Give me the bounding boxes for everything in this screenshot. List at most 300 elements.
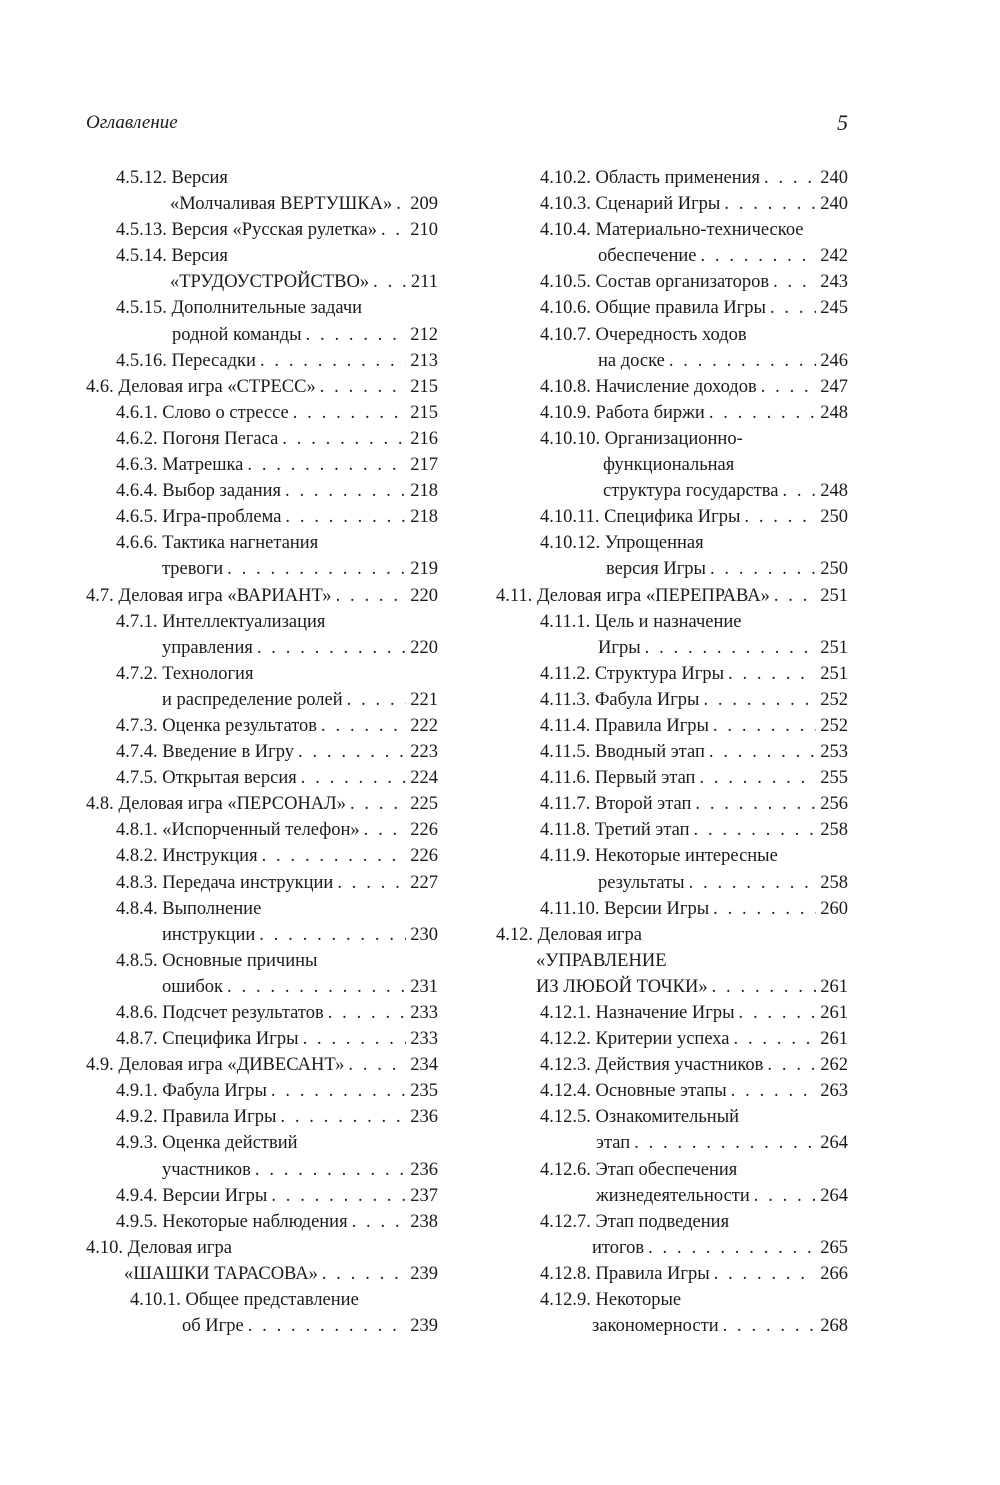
- toc-page-number: 261: [820, 1029, 848, 1050]
- toc-entry-title: участников: [162, 1159, 251, 1180]
- toc-entry-title: 4.9.1. Фабула Игры: [116, 1081, 267, 1102]
- toc-page-number: 238: [410, 1211, 438, 1232]
- toc-entry-title: 4.10.10. Организационно-: [540, 428, 743, 449]
- toc-entry-title: 4.10.12. Упрощенная: [540, 533, 704, 554]
- toc-entry-title: 4.10.11. Специфика Игры: [540, 507, 741, 528]
- toc-entry: [496, 400, 848, 426]
- toc-entry-title: об Игре: [182, 1316, 244, 1337]
- dot-leader: [271, 1078, 406, 1104]
- toc-page-number: 255: [820, 768, 848, 789]
- toc-page-number: 239: [410, 1263, 438, 1284]
- toc-entry-title: управления: [162, 637, 253, 658]
- toc-entry: [496, 791, 848, 817]
- toc-page-number: 256: [820, 794, 848, 815]
- toc-entry: [86, 765, 438, 791]
- toc-page-number: 268: [820, 1316, 848, 1337]
- toc-entry: [86, 348, 438, 374]
- toc-entry: [86, 217, 438, 243]
- dot-leader: [262, 843, 407, 869]
- dot-leader: [285, 504, 406, 530]
- toc-page-number: 217: [410, 455, 438, 476]
- toc-entry: [496, 687, 848, 713]
- toc-entry: [86, 791, 438, 817]
- toc-entry-title: на доске: [598, 350, 665, 371]
- dot-leader: [298, 739, 406, 765]
- toc-entry: [496, 1026, 848, 1052]
- toc-page-number: 231: [410, 976, 438, 997]
- toc-entry-part: [86, 896, 438, 922]
- toc-entry-title: 4.11.8. Третий этап: [540, 820, 690, 841]
- toc-entry-title: 4.7.1. Интеллектуализация: [116, 611, 326, 632]
- toc-entry-part: [86, 1130, 438, 1156]
- toc-entry-part: [496, 1209, 848, 1235]
- toc-page-number: 263: [820, 1081, 848, 1102]
- dot-leader: [352, 1209, 407, 1235]
- toc-entry: [86, 1078, 438, 1104]
- toc-entry-title: ИЗ ЛЮБОЙ ТОЧКИ»: [536, 976, 708, 997]
- toc-entry-title: и распределение ролей: [162, 689, 343, 710]
- toc-entry: [86, 1261, 438, 1287]
- toc-page-number: 213: [410, 350, 438, 371]
- dot-leader: [227, 556, 406, 582]
- toc-entry-title: структура государства: [603, 481, 779, 502]
- dot-leader: [767, 1052, 816, 1078]
- dot-leader: [257, 635, 406, 661]
- toc-entry-title: 4.12.9. Некоторые: [540, 1290, 682, 1311]
- toc-entry-title: 4.12.3. Действия участников: [540, 1055, 764, 1076]
- dot-leader: [724, 191, 816, 217]
- toc-entry-title: 4.11.5. Вводный этап: [540, 742, 705, 763]
- dot-leader: [271, 1183, 406, 1209]
- toc-page-number: 220: [410, 585, 438, 606]
- toc-page-number: 226: [410, 820, 438, 841]
- toc-entry-title: 4.9. Деловая игра «ДИВЕСАНТ»: [86, 1055, 345, 1076]
- toc-entry: [86, 687, 438, 713]
- toc-entry-title: обеспечение: [598, 246, 697, 267]
- dot-leader: [773, 269, 816, 295]
- toc-page-number: 251: [820, 585, 848, 606]
- dot-leader: [381, 217, 406, 243]
- toc-entry-title: 4.5.14. Версия: [116, 246, 228, 267]
- dot-leader: [248, 1313, 407, 1339]
- toc-entry-title: «ШАШКИ ТАРАСОВА»: [124, 1263, 318, 1284]
- toc-page-number: 236: [410, 1107, 438, 1128]
- toc-page-number: 251: [820, 637, 848, 658]
- toc-page-number: 215: [410, 402, 438, 423]
- dot-leader: [336, 583, 407, 609]
- dot-leader: [700, 243, 816, 269]
- toc-entry-title: 4.8.7. Специфика Игры: [116, 1029, 299, 1050]
- toc-entry-part: [496, 452, 848, 478]
- toc-page-number: 248: [820, 481, 848, 502]
- toc-entry: [86, 504, 438, 530]
- toc-entry-title: 4.6. Деловая игра «СТРЕСС»: [86, 376, 316, 397]
- toc-page-number: 225: [410, 794, 438, 815]
- toc-page-number: 243: [820, 272, 848, 293]
- toc-entry: [86, 1000, 438, 1026]
- toc-entry-title: итогов: [592, 1237, 645, 1258]
- dot-leader: [728, 661, 816, 687]
- toc-entry-title: закономерности: [592, 1316, 719, 1337]
- dot-leader: [713, 896, 816, 922]
- toc-entry-title: 4.5.12. Версия: [116, 168, 228, 188]
- toc-page-number: 264: [820, 1133, 848, 1154]
- dot-leader: [710, 556, 816, 582]
- toc-page-number: 218: [410, 507, 438, 528]
- toc-page-number: 209: [410, 194, 438, 215]
- dot-leader: [255, 1157, 406, 1183]
- toc-entry: [496, 817, 848, 843]
- toc-entry: [86, 1209, 438, 1235]
- toc-entry-title: 4.10.9. Работа биржи: [540, 402, 705, 423]
- dot-leader: [739, 1000, 817, 1026]
- toc-entry-title: 4.10. Деловая игра: [86, 1237, 232, 1258]
- dot-leader: [714, 1261, 817, 1287]
- toc-page-number: 252: [820, 715, 848, 736]
- toc-entry-title: 4.8. Деловая игра «ПЕРСОНАЛ»: [86, 794, 346, 815]
- toc-page-number: 234: [410, 1055, 438, 1076]
- dot-leader: [695, 791, 816, 817]
- toc-entry-title: 4.6.3. Матрешка: [116, 455, 244, 476]
- toc-page-number: 261: [820, 976, 848, 997]
- toc-page-number: 235: [410, 1081, 438, 1102]
- toc-entry-title: 4.8.4. Выполнение: [116, 898, 262, 919]
- toc-entry: [496, 974, 848, 1000]
- toc-page-number: 246: [820, 350, 848, 371]
- toc-page-number: 250: [820, 507, 848, 528]
- toc-entry-title: «УПРАВЛЕНИЕ: [536, 950, 667, 971]
- dot-leader: [731, 1078, 817, 1104]
- toc-entry-part: [86, 1287, 438, 1313]
- toc-entry: [86, 452, 438, 478]
- toc-entry: [86, 1157, 438, 1183]
- toc-entry-title: функциональная: [603, 455, 735, 476]
- toc-page-number: 248: [820, 402, 848, 423]
- toc-entry-part: [496, 1104, 848, 1130]
- toc-page-number: 211: [410, 272, 438, 293]
- toc-page-number: 227: [410, 872, 438, 893]
- dot-leader: [320, 374, 407, 400]
- toc-entry: [86, 739, 438, 765]
- dot-leader: [645, 635, 817, 661]
- toc-entry-title: 4.11.9. Некоторые интересные: [540, 846, 778, 867]
- toc-page-number: 251: [820, 663, 848, 684]
- dot-leader: [782, 478, 816, 504]
- toc-entry-title: 4.6.6. Тактика нагнетания: [116, 533, 319, 554]
- toc-entry-title: 4.9.3. Оценка действий: [116, 1133, 298, 1154]
- toc-entry-title: 4.12.6. Этап обеспечения: [540, 1159, 738, 1180]
- toc-page-number: 240: [820, 168, 848, 188]
- toc-entry: [86, 974, 438, 1000]
- toc-entry: [86, 713, 438, 739]
- dot-leader: [689, 870, 817, 896]
- toc-entry-title: результаты: [598, 872, 685, 893]
- dot-leader: [774, 583, 816, 609]
- toc-entry: [496, 1000, 848, 1026]
- toc-entry-title: 4.10.8. Начисление доходов: [540, 376, 757, 397]
- toc-entry: [496, 1078, 848, 1104]
- toc-entry-title: 4.6.1. Слово о стрессе: [116, 402, 289, 423]
- toc-entry-part: [496, 948, 848, 974]
- dot-leader: [301, 765, 407, 791]
- toc-entry-title: 4.10.5. Состав организаторов: [540, 272, 770, 293]
- toc-entry: [86, 1052, 438, 1078]
- toc-entry: [86, 1026, 438, 1052]
- toc-entry-title: 4.6.5. Игра-проблема: [116, 507, 282, 528]
- dot-leader: [699, 765, 816, 791]
- toc-entry-title: 4.10.2. Область применения: [540, 168, 761, 188]
- toc-entry-title: 4.10.3. Сценарий Игры: [540, 194, 721, 215]
- toc-entry: [496, 165, 848, 191]
- toc-entry-title: 4.11.4. Правила Игры: [540, 715, 709, 736]
- dot-leader: [260, 348, 406, 374]
- toc-page-number: 219: [410, 559, 438, 580]
- toc-page-number: 220: [410, 637, 438, 658]
- toc-entry: [496, 191, 848, 217]
- toc-entry-part: [86, 609, 438, 635]
- toc-entry: [496, 556, 848, 582]
- dot-leader: [396, 191, 406, 217]
- dot-leader: [694, 817, 817, 843]
- dot-leader: [744, 504, 816, 530]
- toc-page-number: 215: [410, 376, 438, 397]
- toc-entry-part: [496, 426, 848, 452]
- toc-entry-part: [496, 843, 848, 869]
- dot-leader: [321, 713, 406, 739]
- dot-leader: [709, 400, 816, 426]
- toc-entry: [496, 1235, 848, 1261]
- toc-page-number: 247: [820, 376, 848, 397]
- toc-page-number: 253: [820, 742, 848, 763]
- toc-page-number: 264: [820, 1185, 848, 1206]
- toc-entry: [86, 843, 438, 869]
- toc-entry-title: 4.7.4. Введение в Игру: [116, 742, 295, 763]
- toc-entry-title: 4.10.4. Материально-техническое: [540, 220, 804, 241]
- dot-leader: [634, 1130, 816, 1156]
- toc-entry-title: 4.5.15. Дополнительные задачи: [116, 298, 363, 319]
- dot-leader: [337, 870, 406, 896]
- toc-right-column: [496, 165, 848, 1339]
- toc-page-number: 262: [820, 1055, 848, 1076]
- toc-entry: [86, 400, 438, 426]
- toc-entry-part: [86, 243, 438, 269]
- toc-entry-title: 4.6.2. Погоня Пегаса: [116, 428, 279, 449]
- toc-page-number: 233: [410, 1003, 438, 1023]
- toc-entry: [496, 504, 848, 530]
- toc-entry-title: 4.12. Деловая игра: [496, 924, 642, 945]
- toc-page-number: 237: [410, 1185, 438, 1206]
- dot-leader: [364, 817, 407, 843]
- toc-entry-title: 4.7. Деловая игра «ВАРИАНТ»: [86, 585, 332, 606]
- toc-entry-title: 4.8.5. Основные причины: [116, 950, 318, 971]
- toc-entry-title: 4.6.4. Выбор задания: [116, 481, 282, 502]
- toc-page-number: 261: [820, 1003, 848, 1023]
- toc-entry-part: [496, 922, 848, 948]
- toc-page-number: 223: [410, 742, 438, 763]
- toc-page-number: 240: [820, 194, 848, 215]
- toc-entry-part: [496, 217, 848, 243]
- dot-leader: [770, 295, 816, 321]
- toc-page-number: 210: [410, 220, 438, 241]
- toc-entry: [496, 269, 848, 295]
- toc-entry-part: [496, 1287, 848, 1313]
- toc-entry-title: 4.12.2. Критерии успеха: [540, 1029, 730, 1050]
- toc-page-number: 239: [410, 1316, 438, 1337]
- dot-leader: [350, 791, 406, 817]
- toc-page-number: 266: [820, 1263, 848, 1284]
- toc-entry: [496, 870, 848, 896]
- dot-leader: [709, 739, 816, 765]
- toc-entry-title: 4.8.3. Передача инструкции: [116, 872, 334, 893]
- toc-entry: [86, 426, 438, 452]
- toc-entry-title: Игры: [598, 637, 641, 658]
- dot-leader: [247, 452, 406, 478]
- toc-entry-part: [86, 295, 438, 321]
- toc-entry-title: 4.10.7. Очередность ходов: [540, 324, 747, 345]
- toc-entry: [86, 1104, 438, 1130]
- dot-leader: [293, 400, 407, 426]
- toc-entry-part: [86, 661, 438, 687]
- dot-leader: [734, 1026, 817, 1052]
- dot-leader: [723, 1313, 817, 1339]
- toc-entry: [86, 269, 438, 295]
- toc-entry-part: [496, 322, 848, 348]
- toc-entry-title: «Молчаливая ВЕРТУШКА»: [170, 194, 393, 215]
- toc-page-number: 218: [410, 481, 438, 502]
- toc-entry-part: [86, 948, 438, 974]
- toc-entry-title: жизнедеятельности: [596, 1185, 750, 1206]
- dot-leader: [712, 974, 817, 1000]
- toc-page-number: 221: [410, 689, 438, 710]
- toc-entry-title: 4.11. Деловая игра «ПЕРЕПРАВА»: [496, 585, 770, 606]
- dot-leader: [303, 1026, 407, 1052]
- toc-entry: [496, 295, 848, 321]
- toc-page-number: 222: [410, 715, 438, 736]
- dot-leader: [754, 1183, 816, 1209]
- toc-page-number: 233: [410, 1029, 438, 1050]
- toc-entry: [86, 191, 438, 217]
- dot-leader: [306, 322, 407, 348]
- toc-entry-title: «ТРУДОУСТРОЙСТВО»: [170, 272, 370, 293]
- toc-entry-title: 4.12.8. Правила Игры: [540, 1263, 710, 1284]
- dot-leader: [328, 1000, 407, 1026]
- toc-page-number: 224: [410, 768, 438, 789]
- toc-page-number: 226: [410, 846, 438, 867]
- dot-leader: [761, 374, 817, 400]
- dot-leader: [713, 713, 816, 739]
- dot-leader: [259, 922, 406, 948]
- dot-leader: [648, 1235, 816, 1261]
- toc-page-number: 258: [820, 872, 848, 893]
- toc-entry-title: 4.7.2. Технология: [116, 663, 254, 684]
- toc-entry-title: тревоги: [162, 559, 224, 580]
- toc-page-number: 265: [820, 1237, 848, 1258]
- toc-page-number: 242: [820, 246, 848, 267]
- toc-entry: [86, 1313, 438, 1339]
- toc-entry: [86, 322, 438, 348]
- toc-entry-title: ошибок: [162, 976, 224, 997]
- toc-entry: [496, 635, 848, 661]
- toc-entry-title: 4.11.2. Структура Игры: [540, 663, 725, 684]
- toc-page-number: 250: [820, 559, 848, 580]
- toc-entry: [86, 583, 438, 609]
- toc-entry: [496, 478, 848, 504]
- toc-entry-title: 4.9.2. Правила Игры: [116, 1107, 277, 1128]
- toc-page-number: 236: [410, 1159, 438, 1180]
- toc-entry-title: 4.12.4. Основные этапы: [540, 1081, 727, 1102]
- toc-left-column: [86, 165, 438, 1339]
- dot-leader: [348, 1052, 406, 1078]
- toc-entry-title: 4.8.2. Инструкция: [116, 846, 258, 867]
- dot-leader: [373, 269, 407, 295]
- toc-entry-title: 4.12.1. Назначение Игры: [540, 1003, 735, 1023]
- toc-entry: [86, 556, 438, 582]
- toc-entry-part: [86, 1235, 438, 1261]
- dot-leader: [322, 1261, 406, 1287]
- toc-entry: [86, 922, 438, 948]
- dot-leader: [282, 426, 406, 452]
- toc-page-number: 212: [410, 324, 438, 345]
- toc-entry-title: 4.9.4. Версии Игры: [116, 1185, 268, 1206]
- toc-entry-part: [86, 530, 438, 556]
- toc-page-number: 245: [820, 298, 848, 319]
- toc-entry: [496, 583, 848, 609]
- dot-leader: [703, 687, 816, 713]
- toc-entry: [496, 739, 848, 765]
- toc-entry-title: 4.7.3. Оценка результатов: [116, 715, 318, 736]
- toc-page-number: 260: [820, 898, 848, 919]
- toc-entry: [86, 817, 438, 843]
- toc-entry-title: 4.8.1. «Испорченный телефон»: [116, 820, 360, 841]
- toc-entry-part: [496, 609, 848, 635]
- toc-entry: [86, 1183, 438, 1209]
- dot-leader: [227, 974, 406, 1000]
- toc-entry-title: 4.5.13. Версия «Русская рулетка»: [116, 220, 377, 241]
- toc-entry: [496, 713, 848, 739]
- toc-entry: [496, 1183, 848, 1209]
- toc-page-number: 230: [410, 924, 438, 945]
- page-number: 5: [837, 110, 848, 135]
- toc-entry: [496, 243, 848, 269]
- toc-entry-title: 4.9.5. Некоторые наблюдения: [116, 1211, 348, 1232]
- dot-leader: [764, 165, 816, 191]
- toc-entry-title: 4.11.3. Фабула Игры: [540, 689, 700, 710]
- toc-entry: [496, 1261, 848, 1287]
- toc-entry-title: 4.11.6. Первый этап: [540, 768, 696, 789]
- toc-entry-title: 4.11.10. Версии Игры: [540, 898, 710, 919]
- dot-leader: [347, 687, 407, 713]
- toc-entry: [496, 348, 848, 374]
- toc-entry-title: 4.10.1. Общее представление: [130, 1290, 359, 1311]
- toc-page-number: 216: [410, 428, 438, 449]
- toc-entry-title: 4.8.6. Подсчет результатов: [116, 1003, 324, 1023]
- toc-entry-part: [86, 165, 438, 191]
- dot-leader: [669, 348, 816, 374]
- toc-entry-title: 4.12.5. Ознакомительный: [540, 1107, 740, 1128]
- toc-entry: [496, 1130, 848, 1156]
- toc-entry-title: 4.12.7. Этап подведения: [540, 1211, 730, 1232]
- toc-entry: [496, 896, 848, 922]
- toc-entry-title: 4.11.1. Цель и назначение: [540, 611, 742, 632]
- toc-entry: [86, 635, 438, 661]
- toc-entry-title: версия Игры: [606, 559, 706, 580]
- toc-entry: [496, 661, 848, 687]
- running-head-title: Оглавление: [86, 112, 178, 133]
- dot-leader: [285, 478, 406, 504]
- toc-entry-title: этап: [596, 1133, 631, 1154]
- toc-entry-title: 4.11.7. Второй этап: [540, 794, 692, 815]
- toc-page-number: 258: [820, 820, 848, 841]
